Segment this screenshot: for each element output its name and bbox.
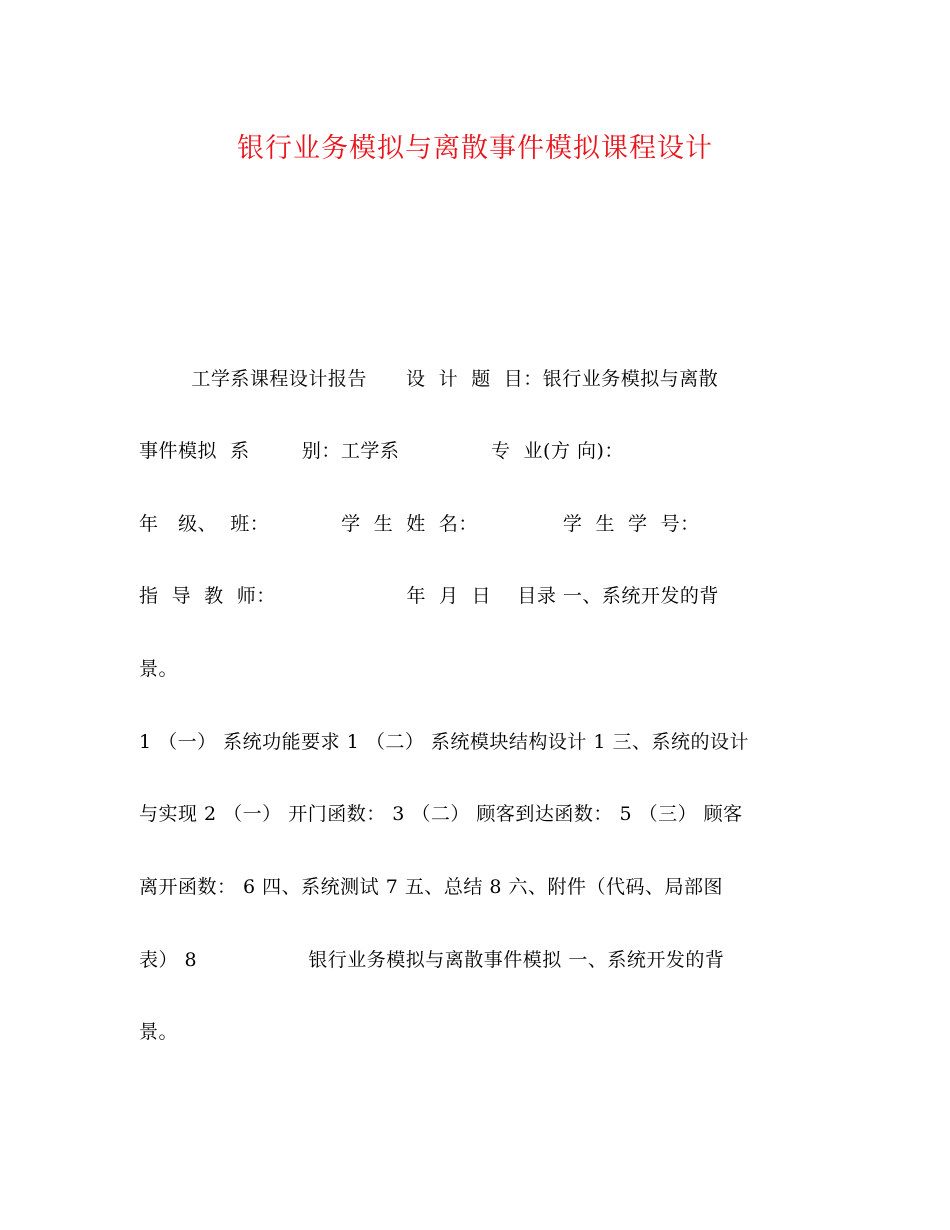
body-line: 景。 [139,658,179,680]
body-line: 景。 [139,1021,179,1043]
body-line: 工学系课程设计报告 设 计 题 目：银行业务模拟与离散 [139,368,719,390]
body-line: 1 （一） 系统功能要求 1 （二） 系统模块结构设计 1 三、系统的设计 [139,731,750,753]
body-line: 年 级、 班： 学 生 姓 名： 学 生 学 号： [139,513,700,535]
body-line: 与实现 2 （一） 开门函数： 3 （二） 顾客到达函数： 5 （三） 顾客 [139,803,743,825]
body-line: 指 导 教 师： 年 月 日 目录 一、系统开发的背 [139,585,719,607]
body-line: 事件模拟 系 别：工学系 专 业(方 向)： [139,440,624,462]
body-line: 离开函数： 6 四、系统测试 7 五、总结 8 六、附件（代码、局部图 [139,876,724,898]
document-title: 银行业务模拟与离散事件模拟课程设计 [237,133,713,164]
body-line: 表） 8 银行业务模拟与离散事件模拟 一、系统开发的背 [139,949,725,971]
